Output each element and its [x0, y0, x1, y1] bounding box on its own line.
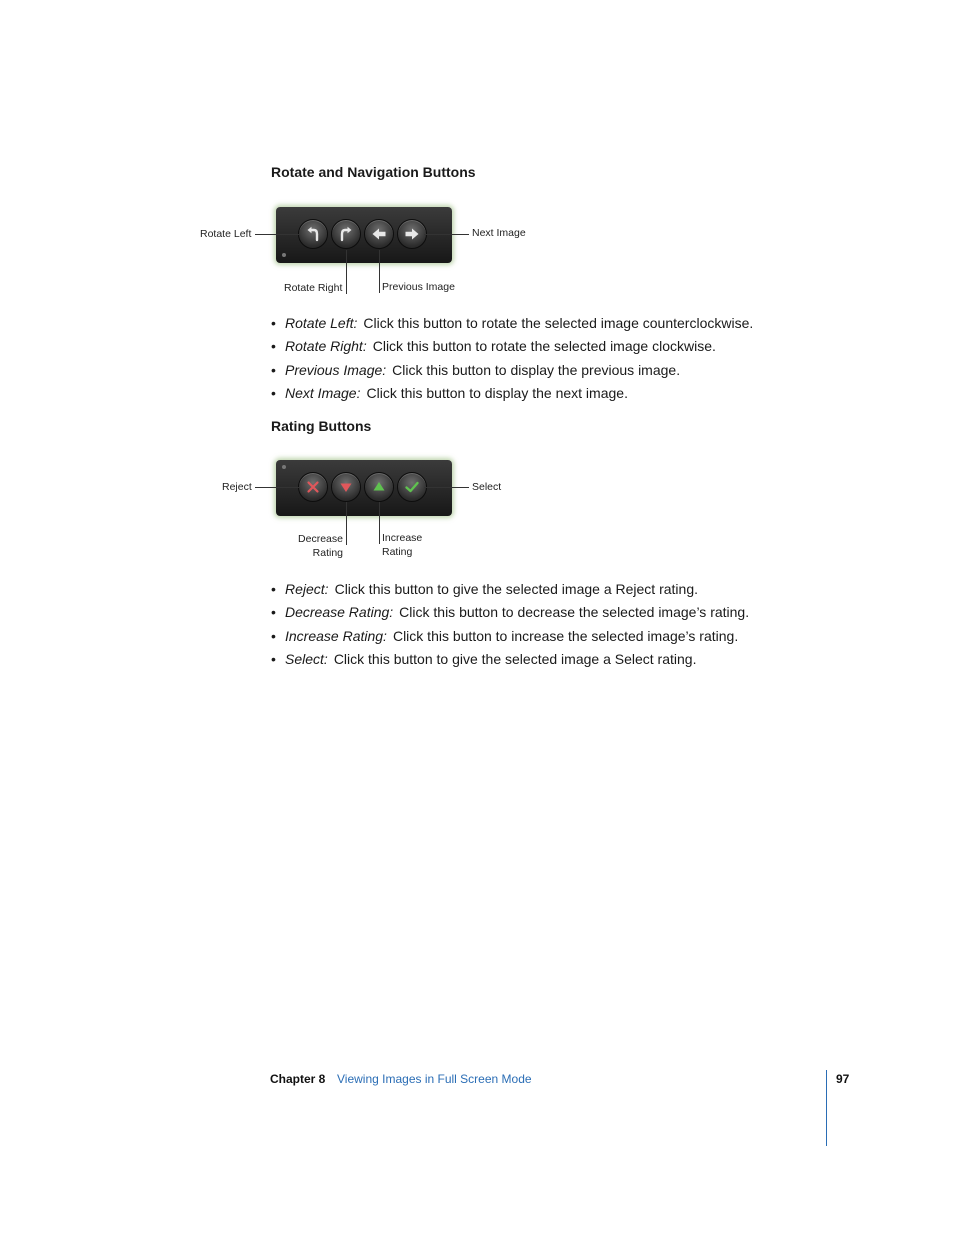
leader-line-select — [424, 487, 469, 488]
list-item-term: Select: — [285, 651, 328, 668]
rotate-navigation-toolbar — [276, 207, 452, 263]
section-title-rotate-navigation: Rotate and Navigation Buttons — [271, 164, 476, 180]
callout-select: Select — [472, 481, 502, 493]
next-image-button[interactable] — [397, 219, 427, 249]
callout-next-image: Next Image — [472, 227, 526, 239]
list-item-term: Next Image: — [285, 385, 361, 402]
callout-reject: Reject — [222, 481, 252, 493]
list-item-text: Click this button to increase the selected image’s rating. — [392, 627, 739, 644]
leader-line-rotate-right — [346, 250, 347, 294]
decrease-rating-button[interactable] — [331, 472, 361, 502]
arrow-right-icon — [404, 226, 420, 242]
toolbar-corner-dot — [282, 465, 286, 469]
leader-line-increase-rating — [379, 502, 380, 544]
triangle-up-icon — [371, 479, 387, 495]
leader-line-previous-image — [379, 250, 380, 293]
footer-chapter-title-link[interactable]: Viewing Images in Full Screen Mode — [337, 1072, 532, 1086]
list-item-term: Rotate Left: — [285, 315, 358, 331]
select-button[interactable] — [397, 472, 427, 502]
callout-rotate-left: Rotate Left — [200, 228, 252, 240]
leader-line-reject — [255, 487, 300, 488]
list-item-text: Click this button to decrease the selected image’s rating. — [399, 604, 750, 621]
list-item-term: Rotate Right: — [285, 338, 367, 355]
list-item-text: Click this button to display the next image. — [366, 385, 628, 402]
callout-increase-rating-line2: Rating — [382, 546, 413, 558]
triangle-down-icon — [338, 479, 354, 495]
rotate-left-icon — [305, 226, 321, 242]
section-title-rating: Rating Buttons — [271, 418, 372, 434]
x-mark-icon — [305, 479, 321, 495]
list-item-text: Click this button to display the previous image. — [392, 361, 681, 378]
leader-line-next-image — [424, 234, 469, 235]
rating-toolbar — [276, 460, 452, 516]
list-item-term: Increase Rating: — [285, 627, 387, 644]
list-item — [271, 578, 831, 601]
increase-rating-button[interactable] — [364, 472, 394, 502]
list-item-term: Decrease Rating: — [285, 604, 394, 621]
page-number: 97 — [836, 1072, 850, 1086]
list-item — [271, 335, 831, 358]
toolbar-corner-dot — [282, 253, 286, 257]
list-item-text: Click this button to rotate the selected image counterclockwise. — [363, 315, 754, 331]
list-item — [271, 648, 831, 671]
list-item — [271, 625, 831, 648]
rotate-right-icon — [338, 226, 354, 242]
rotate-navigation-list — [271, 312, 831, 406]
list-item — [271, 312, 831, 335]
list-item — [271, 359, 831, 382]
callout-increase-rating — [382, 531, 422, 559]
footer-chapter-label: Chapter 8 — [270, 1072, 326, 1086]
arrow-left-icon — [371, 226, 387, 242]
rotate-left-button[interactable] — [298, 219, 328, 249]
rotate-right-button[interactable] — [331, 219, 361, 249]
list-item-text: Click this button to rotate the selected image clockwise. — [372, 338, 716, 355]
callout-decrease-rating-line2: Rating — [312, 547, 343, 559]
footer-divider — [826, 1070, 827, 1146]
callout-decrease-rating — [292, 532, 343, 560]
list-item — [271, 382, 831, 405]
callout-previous-image: Previous Image — [382, 281, 455, 293]
list-item-term: Previous Image: — [285, 361, 387, 378]
list-item — [271, 601, 831, 624]
checkmark-icon — [404, 479, 420, 495]
callout-decrease-rating-line1: Decrease — [298, 533, 343, 545]
list-item-term: Reject: — [285, 581, 329, 597]
list-item-text: Click this button to give the selected image a Select rating. — [333, 651, 697, 668]
reject-button[interactable] — [298, 472, 328, 502]
list-item-text: Click this button to give the selected image a Reject rating. — [334, 581, 698, 597]
rating-list — [271, 578, 831, 672]
leader-line-rotate-left — [255, 234, 300, 235]
callout-increase-rating-line1: Increase — [382, 532, 423, 544]
previous-image-button[interactable] — [364, 219, 394, 249]
leader-line-decrease-rating — [346, 502, 347, 545]
callout-rotate-right: Rotate Right — [284, 282, 343, 294]
